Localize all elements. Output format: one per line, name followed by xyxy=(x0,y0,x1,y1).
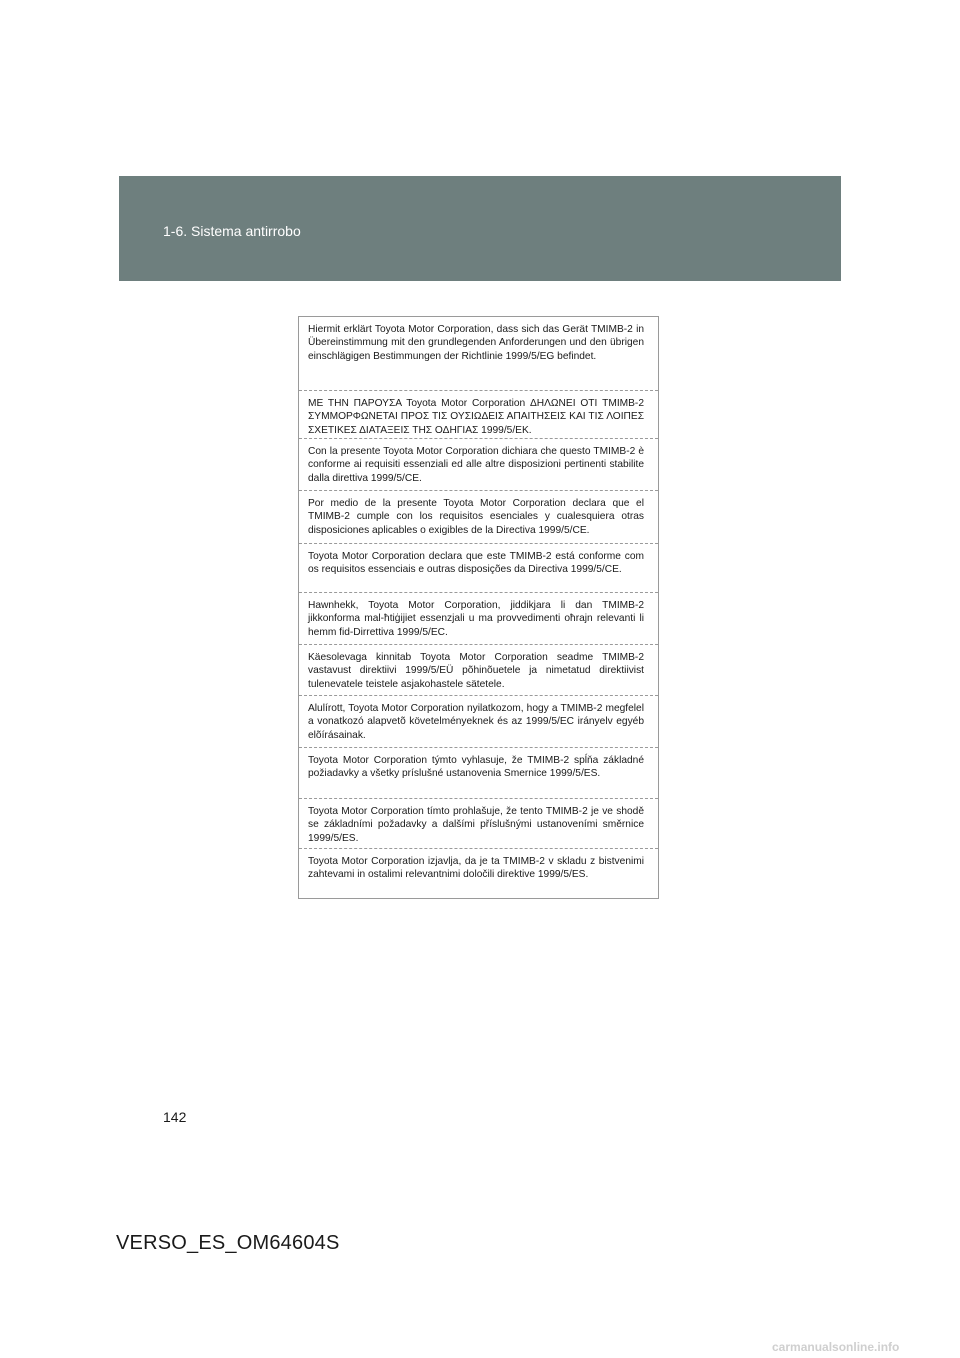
declaration-text: Hiermit erklärt Toyota Motor Corporation, dass sich das Gerät TMIMB-2 in Übereinstimmung mit den grundlegenden Anforderungen und den übrigen einschlägigen Bestimmungen der Richtlinie 1999/5/EG befindet. xyxy=(308,324,644,362)
declarations-table xyxy=(298,316,659,899)
declaration-text: Hawnhekk, Toyota Motor Corporation, jiddikjara li dan TMIMB-2 jikkonforma mal-ħtiġijiet essenzjali u ma provvedimenti oħrajn relevanti li hemm fid-Dirrettiva 1999/5/EC. xyxy=(308,600,644,638)
declaration-row-et xyxy=(299,645,658,696)
section-header-band xyxy=(119,176,841,281)
declaration-text: Alulírott, Toyota Motor Corporation nyilatkozom, hogy a TMIMB-2 megfelel a vonatkozó alapvetõ követelményeknek és az 1999/5/EC irányelv egyéb elõírásainak. xyxy=(308,703,644,741)
declaration-text: ΜΕ ΤΗΝ ΠΑΡΟΥΣΑ Toyota Motor Corporation ΔΗΛΩΝΕΙ ΟΤΙ TMIMB-2 ΣΥΜΜΟΡΦΩΝΕΤΑΙ ΠΡΟΣ ΤΙΣ ΟΥΣΙΩΔΕΙΣ ΑΠΑΙΤΗΣΕΙΣ ΚΑΙ ΤΙΣ ΛΟΙΠΕΣ ΣΧΕΤΙΚΕΣ ΔΙΑΤΑΞΕΙΣ ΤΗΣ ΟΔΗΓΙΑΣ 1999/5/ΕΚ. xyxy=(308,398,644,436)
declaration-row-de xyxy=(299,317,658,391)
declaration-text: Toyota Motor Corporation declara que este TMIMB-2 está conforme com os requisitos essenciais e outras disposições da Directiva 1999/5/CE. xyxy=(308,551,644,576)
declaration-text: Toyota Motor Corporation tímto prohlašuje, že tento TMIMB-2 je ve shodě se základními požadavky a dalšími příslušnými ustanoveními směrnice 1999/5/ES. xyxy=(308,806,644,844)
page-number: 142 xyxy=(163,1109,187,1125)
declaration-row-it xyxy=(299,439,658,491)
declaration-row-es xyxy=(299,491,658,544)
declaration-text: Con la presente Toyota Motor Corporation dichiara che questo TMIMB-2 è conforme ai requisiti essenziali ed alle altre disposizioni pertinenti stabilite dalla direttiva 1999/5/CE. xyxy=(308,446,644,484)
declaration-text: Toyota Motor Corporation izjavlja, da je ta TMIMB-2 v skladu z bistvenimi zahtevami in ostalimi relevantnimi določili direktive 1999/5/ES. xyxy=(308,856,644,881)
declaration-row-pt xyxy=(299,544,658,593)
watermark: carmanualsonline.info xyxy=(772,1340,900,1354)
declaration-row-sk xyxy=(299,748,658,799)
declaration-row-mt xyxy=(299,593,658,645)
document-code: VERSO_ES_OM64604S xyxy=(116,1232,340,1254)
section-title: 1-6. Sistema antirrobo xyxy=(163,223,301,239)
declaration-row-cs xyxy=(299,799,658,849)
declaration-text: Por medio de la presente Toyota Motor Corporation declara que el TMIMB-2 cumple con los requisitos esenciales y cualesquiera otras disposiciones aplicables o exigibles de la Directiva 1999/5/CE. xyxy=(308,498,644,536)
declaration-row-sl xyxy=(299,849,658,900)
declaration-row-el xyxy=(299,391,658,439)
declaration-row-hu xyxy=(299,696,658,748)
declaration-text: Toyota Motor Corporation týmto vyhlasuje, že TMIMB-2 spĺňa základné požiadavky a všetky príslušné ustanovenia Smernice 1999/5/ES. xyxy=(308,755,644,780)
declaration-text: Käesolevaga kinnitab Toyota Motor Corporation seadme TMIMB-2 vastavust direktiivi 1999/5/EÜ põhinõuetele ja nimetatud direktiivist tulenevatele teistele asjakohastele sätetele. xyxy=(308,652,644,690)
